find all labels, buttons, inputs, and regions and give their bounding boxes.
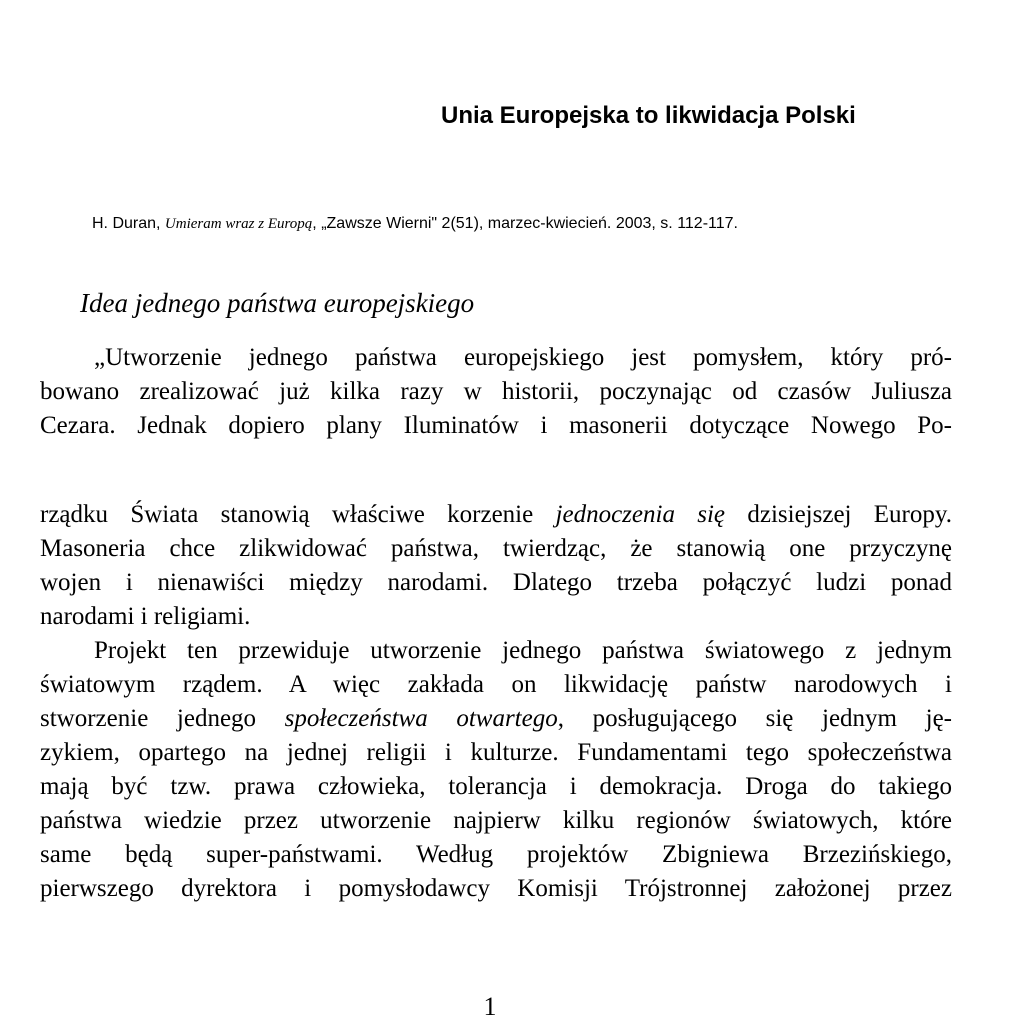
citation-work-title: Umieram wraz z Europą [164, 216, 313, 232]
paragraph-line: narodami i religiami. [40, 603, 251, 630]
citation-author: H. Duran, [92, 215, 161, 232]
paragraph-line [40, 498, 952, 532]
paragraph-line: Cezara. Jednak dopiero plany Iluminatów i masonerii dotyczące Nowego Po- [40, 412, 952, 439]
paragraph-line: pierwszego dyrektora i pomysłodawcy Komisji Trójstronnej założonej przez [40, 875, 952, 902]
text-segment: , posługującego się jednym ję- [557, 705, 952, 732]
page-number: 1 [483, 992, 497, 1021]
paragraph-line [40, 702, 952, 736]
paragraph-line: mają być tzw. prawa człowieka, tolerancja i demokracja. Droga do takiego [40, 773, 952, 800]
paragraph-block-1 [40, 341, 952, 443]
emphasized-phrase: społeczeństwa otwartego [284, 705, 558, 732]
text-segment: stworzenie jednego [40, 705, 257, 732]
paragraph-line: światowym rządem. A więc zakłada on likwidację państw narodowych i [40, 671, 952, 698]
document-title: Unia Europejska to likwidacja Polski [441, 102, 856, 129]
paragraph-line: Projekt ten przewiduje utworzenie jednego państwa światowego z jednym [94, 637, 952, 664]
paragraph-line: bowano zrealizować już kilka razy w historii, poczynając od czasów Juliusza [40, 378, 952, 405]
paragraph-block-2 [40, 498, 952, 906]
citation-rest: , „Zawsze Wierni" 2(51), marzec-kwiecień. 2003, s. 112-117. [312, 215, 738, 232]
text-segment: rządku Świata stanowią właściwe korzenie [40, 501, 534, 528]
paragraph-line: Masoneria chce zlikwidować państwa, twierdząc, że stanowią one przyczynę [40, 535, 952, 562]
paragraph-line: same będą super-państwami. Według projektów Zbigniewa Brzezińskiego, [40, 841, 952, 868]
text-segment: dzisiejszej Europy. [747, 501, 952, 528]
section-heading: Idea jednego państwa europejskiego [80, 288, 475, 318]
paragraph-line: „Utworzenie jednego państwa europejskiego jest pomysłem, który pró- [94, 344, 952, 371]
paragraph-line: państwa wiedzie przez utworzenie najpierw kilku regionów światowych, które [40, 807, 952, 834]
paragraph-line: wojen i nienawiści między narodami. Dlatego trzeba połączyć ludzi ponad [40, 569, 952, 596]
emphasized-phrase: jednoczenia się [555, 501, 726, 528]
paragraph-line: zykiem, opartego na jednej religii i kulturze. Fundamentami tego społeczeństwa [40, 739, 952, 766]
source-citation [92, 213, 738, 235]
